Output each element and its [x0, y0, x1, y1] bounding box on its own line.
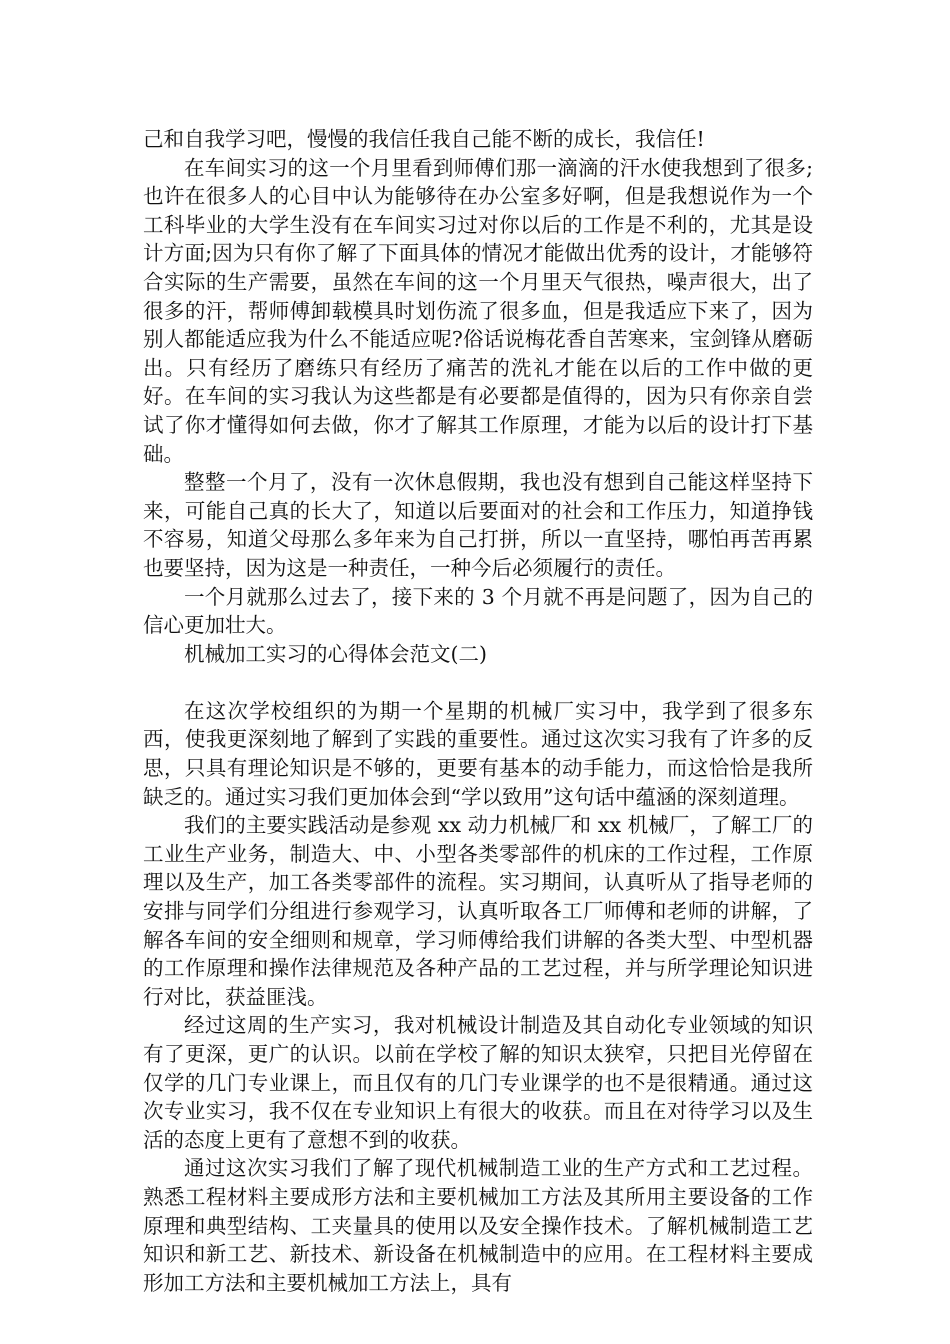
document-page [143, 125, 813, 1297]
blank-line [143, 668, 813, 697]
section-heading: 机械加工实习的心得体会范文(二) [184, 641, 487, 666]
paragraph-confidence: 一个月就那么过去了，接下来的 3 个月就不再是问题了，因为自己的信心更加壮大。 [143, 584, 813, 638]
paragraph-practice-activities: 我们的主要实践活动是参观 xx 动力机械厂和 xx 机械厂，了解工厂的工业生产业务，制造大、中、小型各类零部件的机床的工作过程，工作原理以及生产，加工各类零部件的流程。实习期间，认真听从了指导老师的安排与同学们分组进行参观学习，认真听取各工厂师傅和老师的讲解，了解各车间的安全细则和规章，学习师傅给我们讲解的各类大型、中型机器的工作原理和操作法律规范及各种产品的工艺过程，并与所学理论知识进行对比，获益匪浅。 [143, 813, 813, 1009]
paragraph-continuation: 己和自我学习吧，慢慢的我信任我自己能不断的成长，我信任! [143, 127, 705, 151]
paragraph-perseverance: 整整一个月了，没有一次休息假期，我也没有想到自己能这样坚持下来，可能自己真的长大了，知道以后要面对的社会和工作压力，知道挣钱不容易，知道父母那么多年来为自己打拼，所以一直坚持，哪怕再苦再累也要坚持，因为这是一种责任，一种今后必须履行的责任。 [143, 470, 813, 580]
paragraph-knowledge-gain: 经过这周的生产实习，我对机械设计制造及其自动化专业领域的知识有了更深，更广的认识。以前在学校了解的知识太狭窄，只把目光停留在仅学的几门专业课上，而且仅有的几门专业课学的也不是很精通。通过这次专业实习，我不仅在专业知识上有很大的收获。而且在对待学习以及生活的态度上更有了意想不到的收获。 [143, 1013, 813, 1152]
paragraph-workshop-experience: 在车间实习的这一个月里看到师傅们那一滴滴的汗水使我想到了很多;也许在很多人的心目中认为能够待在办公室多好啊，但是我想说作为一个工科毕业的大学生没有在车间实习过对你以后的工作是不利的，尤其是设计方面;因为只有你了解了下面具体的情况才能做出优秀的设计，才能够符合实际的生产需要，虽然在车间的这一个月里天气很热，噪声很大，出了很多的汗，帮师傅卸载模具时划伤流了很多血，但是我适应下来了，因为别人都能适应我为什么不能适应呢?俗话说梅花香自苦寒来，宝剑锋从磨砺出。只有经历了磨练只有经历了痛苦的洗礼才能在以后的工作中做的更好。在车间的实习我认为这些都是有必要都是值得的，因为只有你亲自尝试了你才懂得如何去做，你才了解其工作原理，才能为以后的设计打下基础。 [143, 155, 813, 466]
paragraph-internship-intro: 在这次学校组织的为期一个星期的机械厂实习中，我学到了很多东西，使我更深刻地了解到了实践的重要性。通过这次实习我有了许多的反思，只具有理论知识是不够的，更要有基本的动手能力，而这恰恰是我所缺乏的。通过实习我们更加体会到“学以致用”这句话中蕴涵的深刻道理。 [143, 698, 813, 809]
paragraph-manufacturing-process: 通过这次实习我们了解了现代机械制造工业的生产方式和工艺过程。熟悉工程材料主要成形方法和主要机械加工方法及其所用主要设备的工作原理和典型结构、工夹量具的使用以及安全操作技术。了解机械制造工艺知识和新工艺、新技术、新设备在机械制造中的应用。在工程材料主要成形加工方法和主要机械加工方法上，具有 [143, 1156, 813, 1295]
